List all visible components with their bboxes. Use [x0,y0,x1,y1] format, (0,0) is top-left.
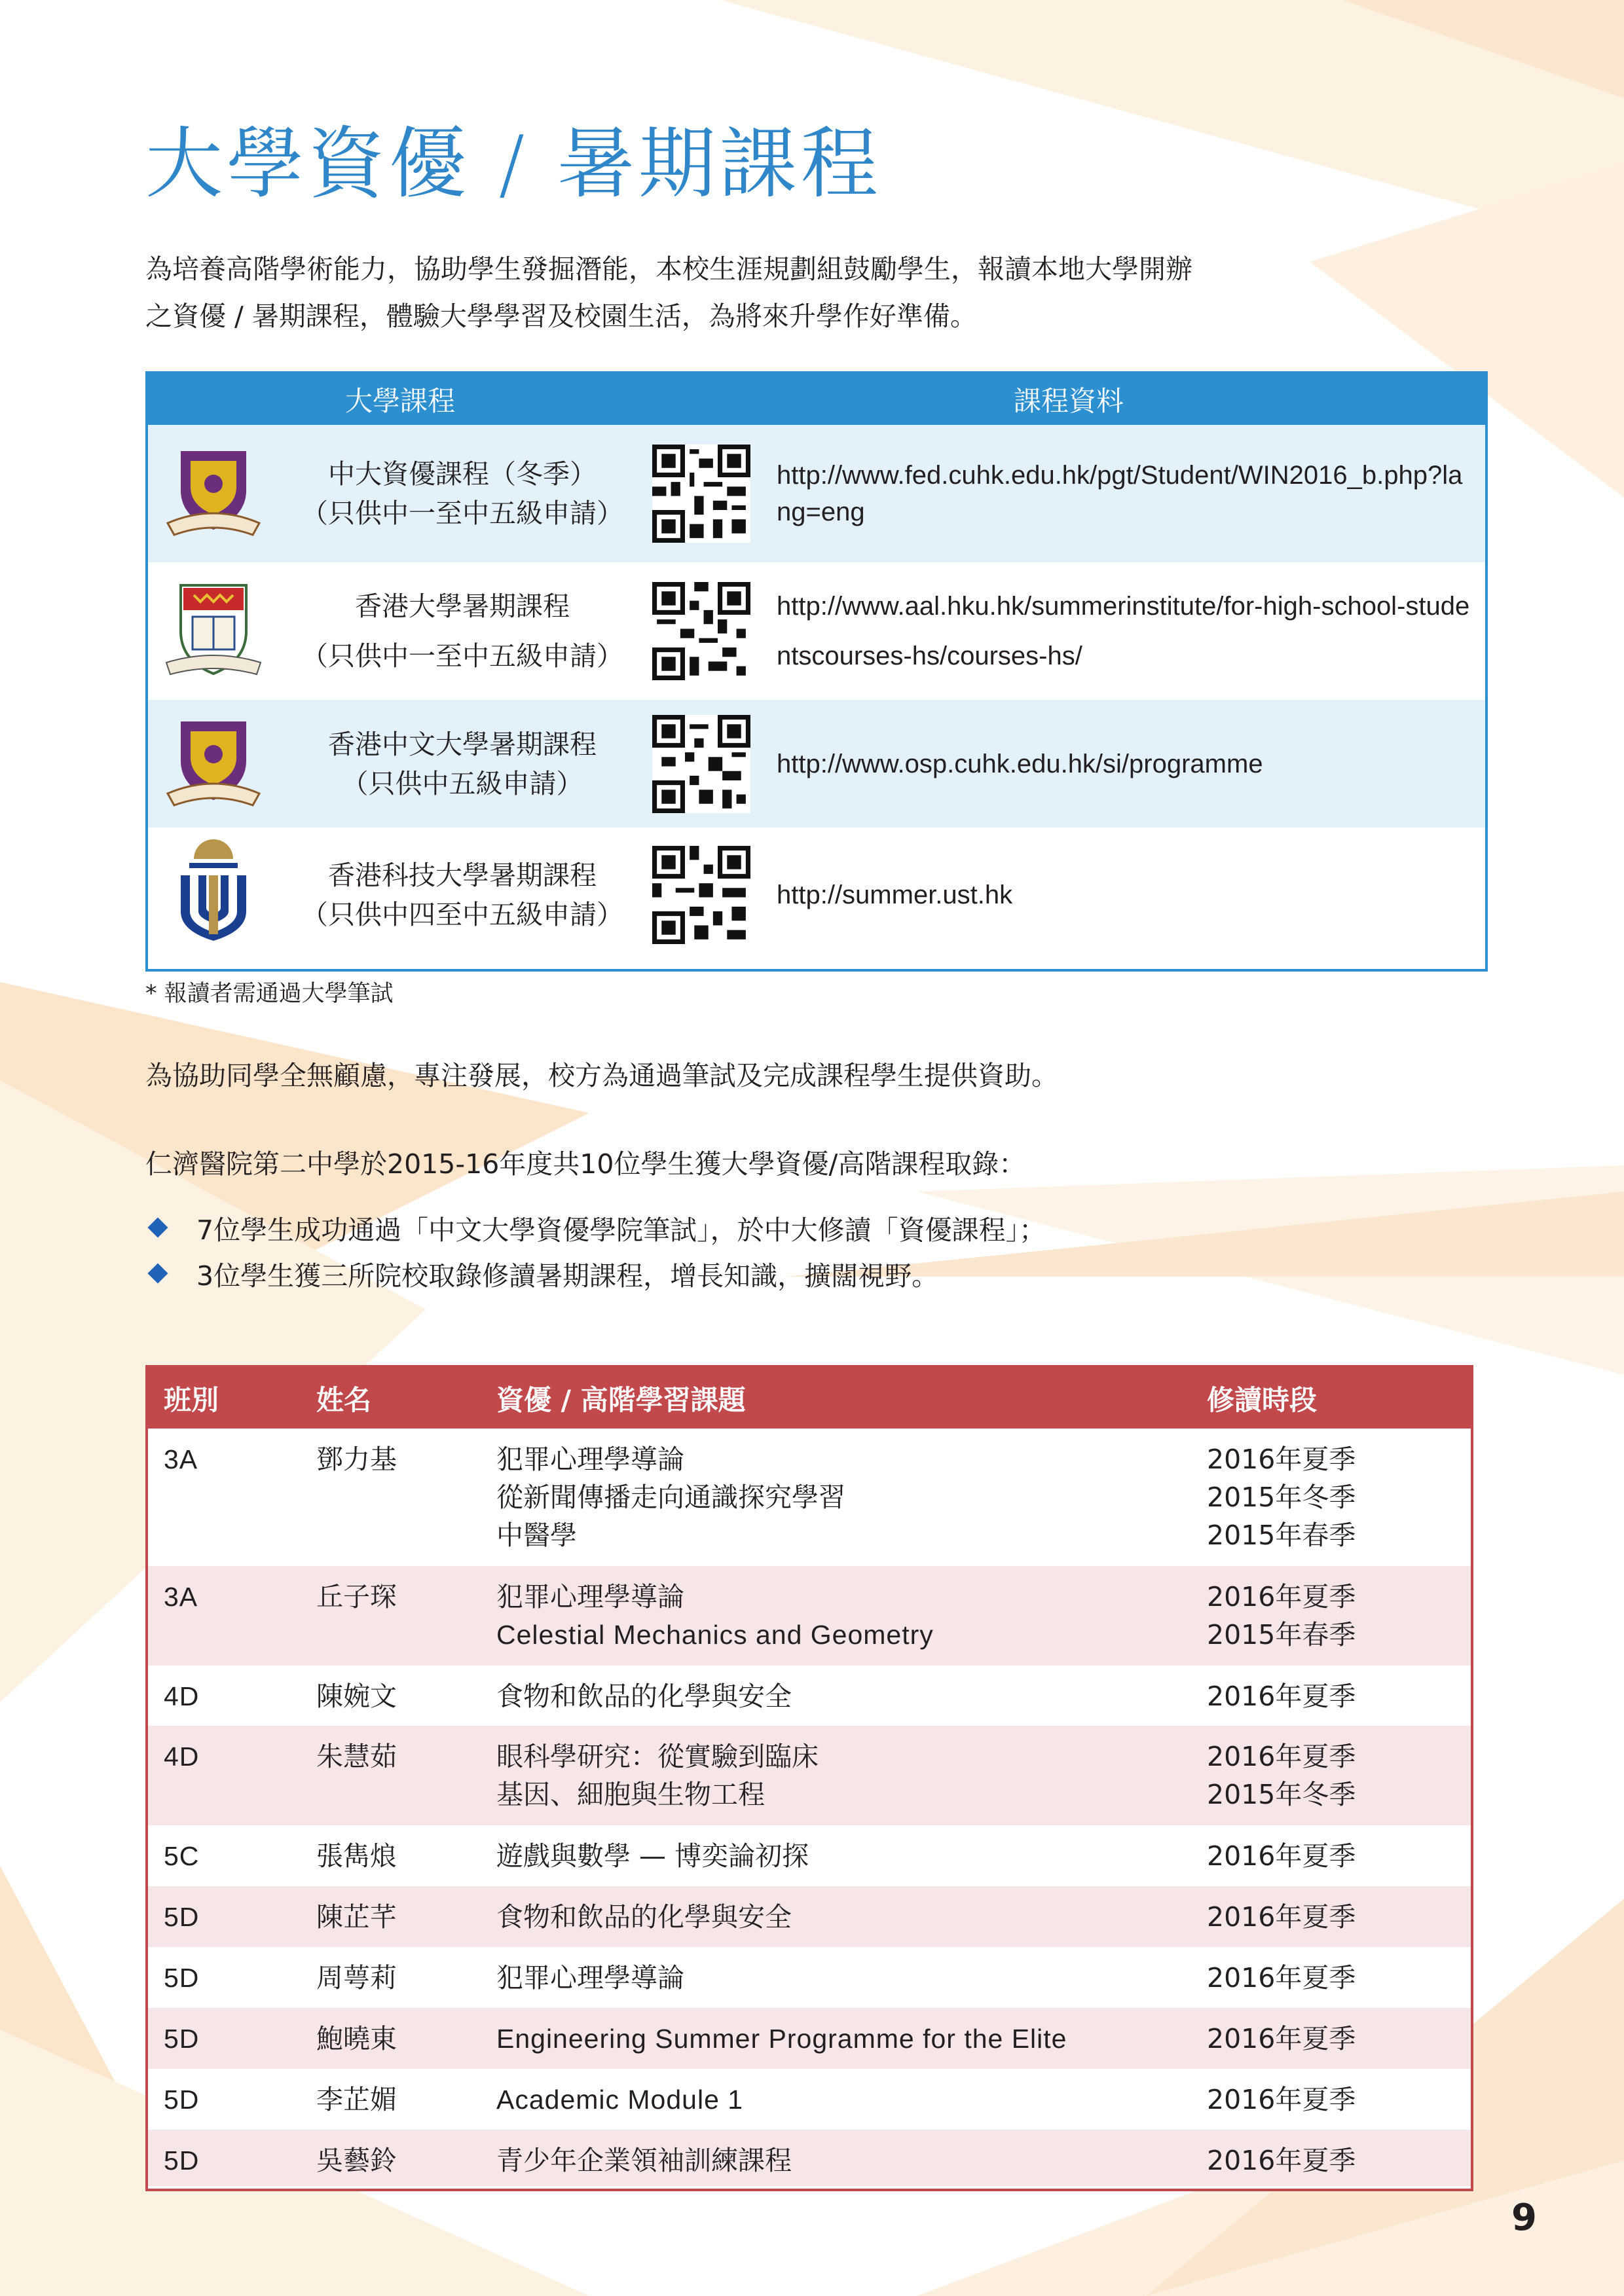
cell-topic [496,1578,934,1654]
cell-term [1207,1440,1356,1554]
topic-line: Engineering Summer Programme for the Elite [496,2024,1067,2054]
cell-topic [496,1738,819,1813]
student-table [145,1365,1473,2191]
topic-line: 眼科學研究：從實驗到臨床 [496,1741,819,1772]
cell-term [1207,2081,1356,2119]
qr-code-icon[interactable] [646,700,757,828]
cell-term [1207,1738,1356,1813]
page-number: 9 [1511,2196,1537,2239]
course-table-header [148,374,1485,425]
cell-topic [496,2141,792,2179]
intro-paragraph [145,246,1390,340]
cell-name: 陳婉文 [316,1681,397,1712]
header-university-course: 大學課程 [344,385,455,417]
cell-class: 3A [164,1444,198,1474]
course-name-line: （只供中一至中五級申請） [301,498,623,529]
cell-class: 4D [164,1741,200,1772]
cell-term [1207,1837,1356,1875]
course-name [279,856,646,934]
cell-topic [496,1898,792,1936]
cell-class: 5D [164,2085,200,2115]
topic-line: Celestial Mechanics and Geometry [496,1620,934,1650]
cell-name: 周萼莉 [316,1962,397,1994]
cell-term [1207,1959,1356,1997]
table-row [148,1947,1471,2008]
table-row [148,2130,1471,2186]
page-title: 大學資優 / 暑期課程 [145,118,882,209]
course-row [148,700,1485,828]
header-name: 姓名 [316,1383,372,1416]
term-line: 2015年冬季 [1207,1482,1356,1513]
cell-class: 4D [164,1681,200,1711]
cell-class: 5D [164,1963,200,1993]
cell-topic [496,1837,809,1875]
topic-line: 中醫學 [496,1520,577,1551]
table-row [148,2069,1471,2130]
diamond-bullet-icon [147,1263,168,1283]
cell-term [1207,1578,1356,1654]
course-url[interactable]: http://www.osp.cuhk.edu.hk/si/programme [777,749,1263,778]
topic-line: 基因、細胞與生物工程 [496,1779,765,1810]
topic-line: 從新聞傳播走向通識探究學習 [496,1482,845,1513]
course-row [148,425,1485,562]
course-name [279,454,646,533]
table-row [148,1825,1471,1886]
header-topic: 資優 / 高階學習課題 [496,1383,746,1416]
cell-topic [496,2081,743,2119]
course-name [279,725,646,803]
course-name-line: （只供中四至中五級申請） [301,898,623,930]
course-url[interactable]: http://summer.ust.hk [777,880,1013,909]
list-item [145,1250,1046,1296]
cell-name: 張雋烺 [316,1840,397,1872]
cell-name: 李芷媚 [316,2084,397,2115]
cuhk-crest-icon [148,425,279,562]
topic-line: 食物和飲品的化學與安全 [496,1901,792,1933]
term-line: 2015年冬季 [1207,1779,1356,1810]
course-name-line: 中大資優課程（冬季） [328,458,597,490]
cell-name: 鮑曉東 [316,2023,397,2054]
term-line: 2016年夏季 [1207,1962,1356,1994]
qr-code-icon[interactable] [646,562,757,700]
admission-summary: 仁濟醫院第二中學於2015-16年度共10位學生獲大學資優/高階課程取錄： [145,1148,1026,1180]
term-line: 2016年夏季 [1207,1741,1356,1772]
header-course-info: 課程資料 [1013,385,1124,417]
cell-name: 朱慧茹 [316,1741,397,1772]
cuhk-crest-icon [148,700,279,828]
cell-topic [496,1440,845,1554]
cell-topic [496,1959,684,1997]
topic-line: 犯罪心理學導論 [496,1962,684,1994]
hku-crest-icon [148,562,279,700]
cell-name: 陳芷芊 [316,1901,397,1933]
term-line: 2016年夏季 [1207,1901,1356,1933]
header-term: 修讀時段 [1207,1383,1318,1416]
topic-line: 犯罪心理學導論 [496,1444,684,1475]
course-row [148,828,1485,962]
cell-term [1207,2020,1356,2058]
table-row [148,1429,1471,1566]
cell-term [1207,1677,1356,1715]
topic-line: 食物和飲品的化學與安全 [496,1681,792,1712]
cell-class: 5D [164,1902,200,1932]
cell-class: 5D [164,2024,200,2054]
course-name-line: 香港大學暑期課程 [355,591,570,622]
term-line: 2015年春季 [1207,1520,1356,1551]
table-row [148,2008,1471,2069]
cell-name: 鄧力基 [316,1444,397,1475]
term-line: 2016年夏季 [1207,1581,1356,1613]
diamond-bullet-icon [147,1217,168,1237]
list-item-text: 7位學生成功通過「中文大學資優學院筆試」，於中大修讀「資優課程」； [196,1214,1046,1246]
term-line: 2016年夏季 [1207,2023,1356,2054]
cell-name: 吳藝鈴 [316,2145,397,2176]
course-table-note: * 報讀者需通過大學筆試 [145,981,394,1007]
cell-term [1207,2141,1356,2179]
header-class: 班別 [164,1383,219,1416]
term-line: 2015年春季 [1207,1619,1356,1650]
qr-code-icon[interactable] [646,425,757,562]
course-name-line: 香港科技大學暑期課程 [328,859,597,891]
cell-topic [496,2020,1067,2058]
term-line: 2016年夏季 [1207,1444,1356,1475]
topic-line: 遊戲與數學 — 博奕論初探 [496,1840,809,1872]
cell-class: 5D [164,2145,200,2176]
hkust-logo-icon [148,828,279,962]
intro-line: 為培養高階學術能力，協助學生發掘潛能，本校生涯規劃組鼓勵學生，報讀本地大學開辦 [145,253,1192,285]
table-row [148,1886,1471,1947]
course-row [148,562,1485,700]
table-row [148,1726,1471,1825]
course-name-line: （只供中五級申請） [341,767,583,799]
student-table-header [148,1368,1471,1429]
table-row [148,1666,1471,1726]
table-row [148,1566,1471,1666]
cell-topic [496,1677,792,1715]
course-url[interactable]: http://www.aal.hku.hk/summerinstitute/for-high-school-studentscourses-hs/courses-hs/ [777,592,1470,670]
list-item [145,1205,1046,1250]
term-line: 2016年夏季 [1207,2145,1356,2176]
intro-line: 之資優 / 暑期課程，體驗大學學習及校園生活，為將來升學作好準備。 [145,301,977,332]
course-name-line: （只供中一至中五級申請） [301,640,623,672]
cell-name: 丘子琛 [316,1581,397,1613]
course-name [279,581,646,681]
cell-term [1207,1898,1356,1936]
cell-class: 5C [164,1841,200,1871]
course-table [145,371,1488,972]
list-item-text: 3位學生獲三所院校取錄修讀暑期課程，增長知識，擴闊視野。 [196,1260,939,1292]
term-line: 2016年夏季 [1207,2084,1356,2115]
topic-line: 青少年企業領袖訓練課程 [496,2145,792,2176]
qr-code-icon[interactable] [646,828,757,962]
term-line: 2016年夏季 [1207,1681,1356,1712]
subsidy-paragraph: 為協助同學全無顧慮，專注發展，校方為通過筆試及完成課程學生提供資助。 [145,1060,1058,1091]
course-name-line: 香港中文大學暑期課程 [328,728,597,760]
topic-line: 犯罪心理學導論 [496,1581,684,1613]
course-url[interactable]: http://www.fed.cuhk.edu.hk/pgt/Student/WIN2016_b.php?lang=eng [777,461,1463,526]
term-line: 2016年夏季 [1207,1840,1356,1872]
topic-line: Academic Module 1 [496,2085,744,2115]
cell-class: 3A [164,1582,198,1612]
bullet-list [145,1205,1046,1296]
